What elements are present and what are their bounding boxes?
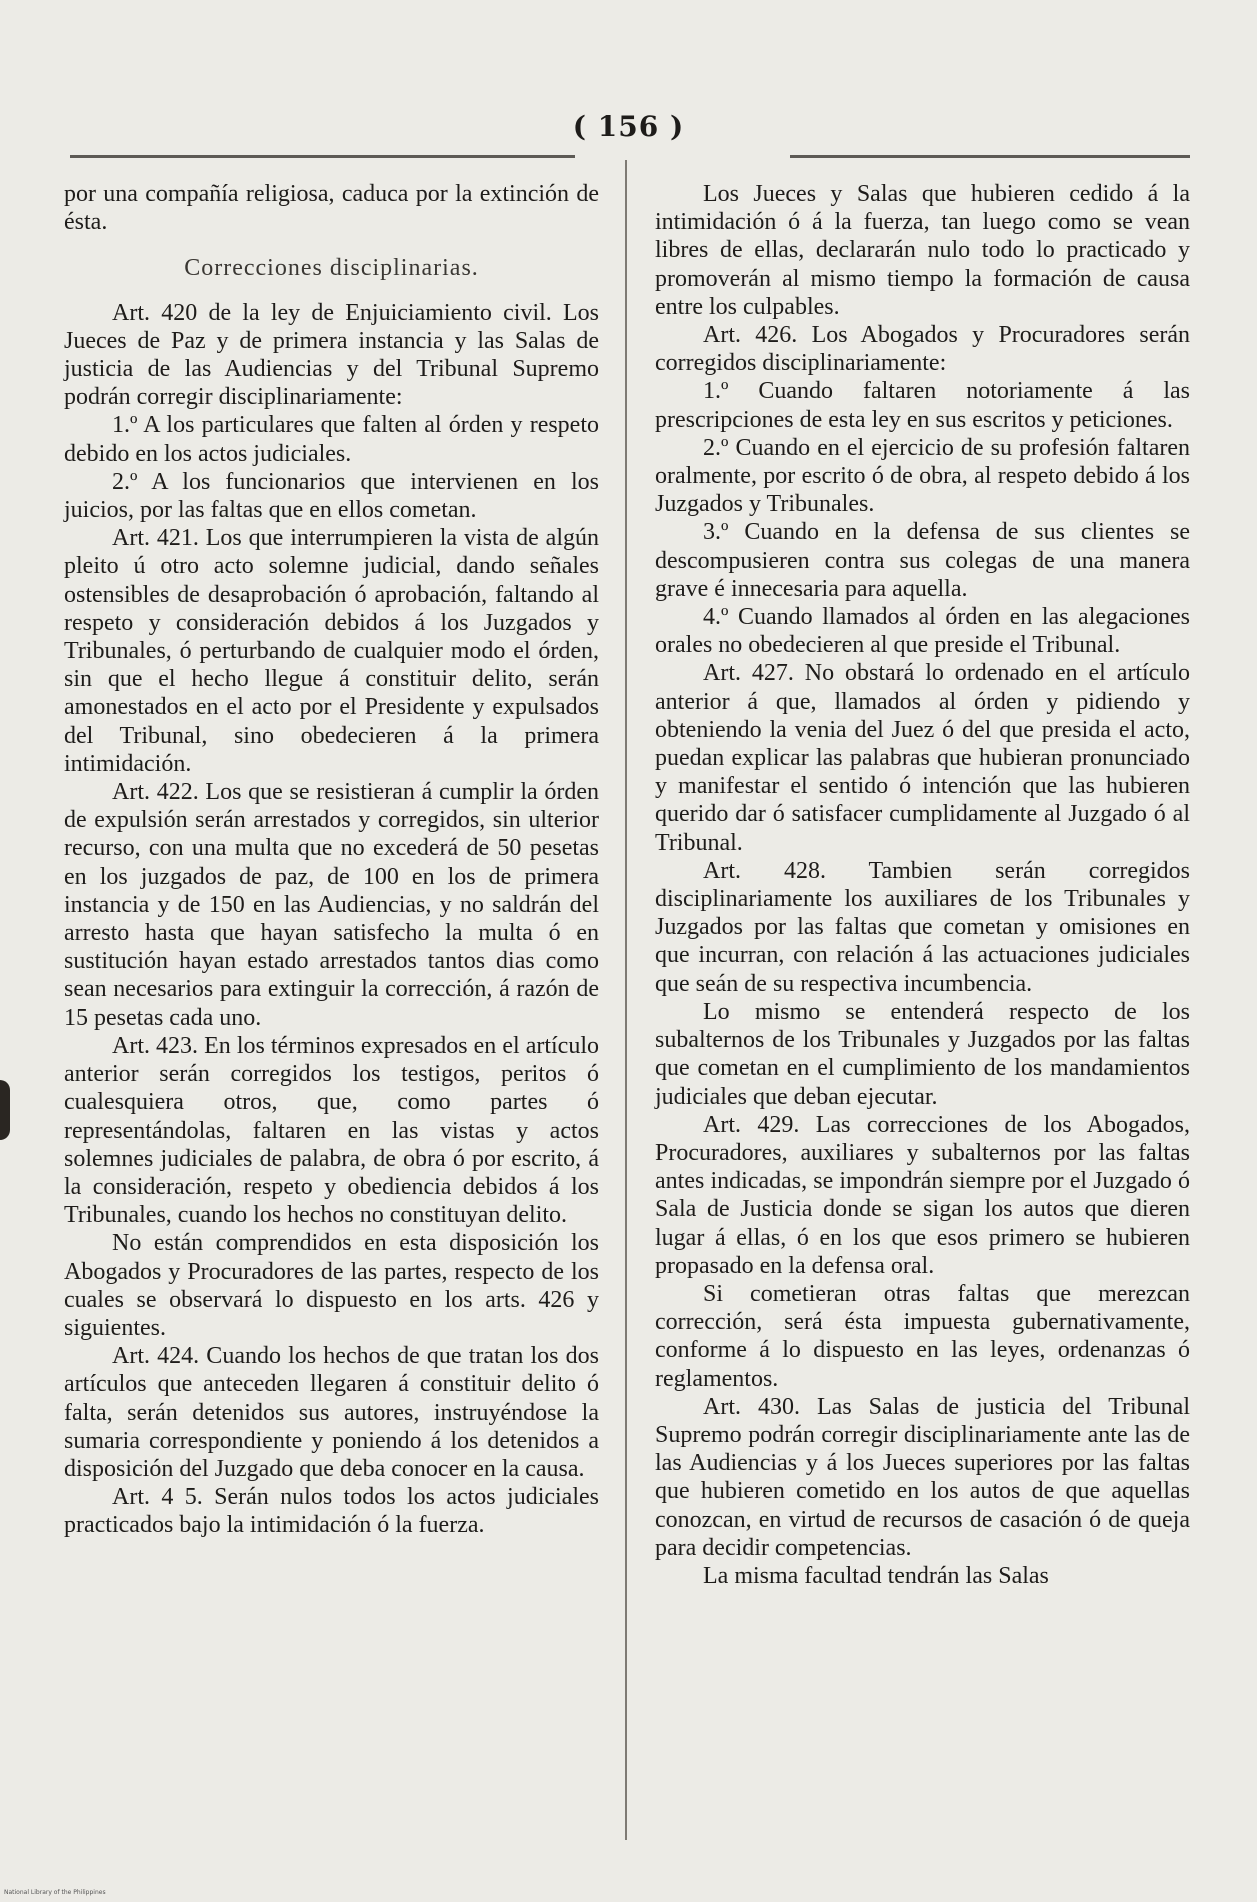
right-column xyxy=(655,180,1190,1590)
paragraph: Art. 424. Cuando los hechos de que tratan los dos artículos que anteceden llegaren á constituir delito ó falta, serán detenidos sus autores, instruyéndose la sumaria correspondiente y poniendo á los detenidos a disposición del Juzgado que deba conocer en la causa. xyxy=(64,1343,599,1482)
column-divider xyxy=(625,160,627,1840)
paragraph: Lo mismo se entenderá respecto de los subalternos de los Tribunales y Juzgados por las faltas que cometan en el cumplimiento de los mandamientos judiciales que deban ejecutar. xyxy=(655,998,1190,1110)
paragraph: Art. 430. Las Salas de justicia del Tribunal Supremo podrán corregir disciplinariamente ante las de las Audiencias y á los Jueces superiores por las faltas que hubieren cometido en los autos de que aquellas conozcan, en virtud de recursos de casación ó de queja para decidir competencias. xyxy=(655,1393,1190,1561)
paragraph: 1.º Cuando faltaren notoriamente á las prescripciones de esta ley en sus escritos y peticiones. xyxy=(655,378,1190,433)
paragraph: Art. 426. Los Abogados y Procuradores serán corregidos disciplinariamente: xyxy=(655,322,1190,377)
paragraph: 2.º Cuando en el ejercicio de su profesión faltaren oralmente, por escrito ó de obra, al respeto debido á los Juzgados y Tribunales. xyxy=(655,434,1190,518)
paragraph: Art. 423. En los términos expresados en el artículo anterior serán corregidos los testigos, peritos ó cualesquiera otros, que, como partes ó representándolas, faltaren en las vistas y actos solemnes judiciales de palabra, de obra ó por escrito, á la consideración, respeto y obediencia debidos á los Tribunales, cuando los hechos no constituyan delito. xyxy=(64,1032,599,1229)
paragraph: Art. 429. Las correcciones de los Abogados, Procuradores, auxiliares y subalternos por las faltas antes indicadas, se impondrán siempre por el Juzgado ó Sala de Justicia donde se sigan los autos que dieren lugar á ellas, ó en los que esos primero se hubieren propasado en la defensa oral. xyxy=(655,1111,1190,1279)
paragraph: Art. 4 5. Serán nulos todos los actos judiciales practicados bajo la intimidación ó la fuerza. xyxy=(64,1484,599,1539)
paragraph: Si cometieran otras faltas que merezcan corrección, será ésta impuesta gubernativamente, conforme á lo dispuesto en las leyes, ordenanzas ó reglamentos. xyxy=(655,1280,1190,1392)
header-rule-left xyxy=(70,155,575,158)
paragraph: Art. 422. Los que se resistieran á cumplir la órden de expulsión serán arrestados y corregidos, sin ulterior recurso, con una multa que no excederá de 50 pesetas en los juzgados de paz, de 100 en los de primera instancia y de 150 en las Audiencias, y no saldrán del arresto hasta que hayan satisfecho la multa ó en sustitución hayan estado arrestados tantos dias como sean necesarios para extinguir la corrección, á razón de 15 pesetas cada uno. xyxy=(64,779,599,1031)
page-number: ( 156 ) xyxy=(572,110,685,143)
section-heading: Correcciones disciplinarias. xyxy=(184,255,479,282)
library-credit: National Library of the Philippines xyxy=(4,1889,106,1896)
paragraph: 4.º Cuando llamados al órden en las alegaciones orales no obedecieren al que preside el Tribunal. xyxy=(655,604,1190,659)
paragraph: 2.º A los funcionarios que intervienen en los juicios, por las faltas que en ellos cometan. xyxy=(64,468,599,524)
paragraph: Art. 420 de la ley de Enjuiciamiento civil. Los Jueces de Paz y de primera instancia y las Salas de justicia de las Audiencias y del Tribunal Supremo podrán corregir disciplinariamente: xyxy=(64,299,599,411)
paragraph: No están comprendidos en esta disposición los Abogados y Procuradores de las partes, respecto de los cuales se observará lo dispuesto en los arts. 426 y siguientes. xyxy=(64,1230,599,1341)
paragraph: Art. 427. No obstará lo ordenado en el artículo anterior á que, llamados al órden y pidiendo y obteniendo la venia del Juez ó del que presida el acto, puedan explicar las palabras que hubieran pronunciado y manifestar el sentido ó intención que las hubieren querido dar ó satisfacer cumplidamente al Juzgado ó al Tribunal. xyxy=(655,660,1190,856)
scan-binding-shadow xyxy=(0,1080,10,1140)
left-column xyxy=(64,180,599,1540)
header-rule-right xyxy=(790,155,1190,158)
paragraph: Art. 428. Tambien serán corregidos disciplinariamente los auxiliares de los Tribunales y Juzgados por las faltas que cometan y omisiones en que incurran, con relación á las actuaciones judiciales que seán de su respectiva incumbencia. xyxy=(655,857,1190,997)
paragraph: Art. 421. Los que interrumpieren la vista de algún pleito ú otro acto solemne judicial, dando señales ostensibles de desaprobación ó aprobación, faltando al respeto y consideración debidos á los Juzgados y Tribunales, ó perturbando de cualquier modo el órden, sin que el hecho llegue á constituir delito, serán amonestados en el acto por el Presidente y expulsados del Tribunal, sino obedecieren á la primera intimidación. xyxy=(64,525,599,777)
paragraph: Los Jueces y Salas que hubieren cedido á la intimidación ó á la fuerza, tan luego como se vean libres de ellas, declararán nulo todo lo practicado y promoverán al mismo tiempo la formación de causa entre los culpables. xyxy=(655,181,1190,320)
paragraph: por una compañía religiosa, caduca por la extinción de ésta. xyxy=(64,181,599,236)
paragraph: 1.º A los particulares que falten al órden y respeto debido en los actos judiciales. xyxy=(64,412,599,467)
paragraph: 3.º Cuando en la defensa de sus clientes se descompusieren contra sus colegas de una manera grave é innecesaria para aquella. xyxy=(655,519,1190,602)
paragraph: La misma facultad tendrán las Salas xyxy=(703,1562,1049,1589)
